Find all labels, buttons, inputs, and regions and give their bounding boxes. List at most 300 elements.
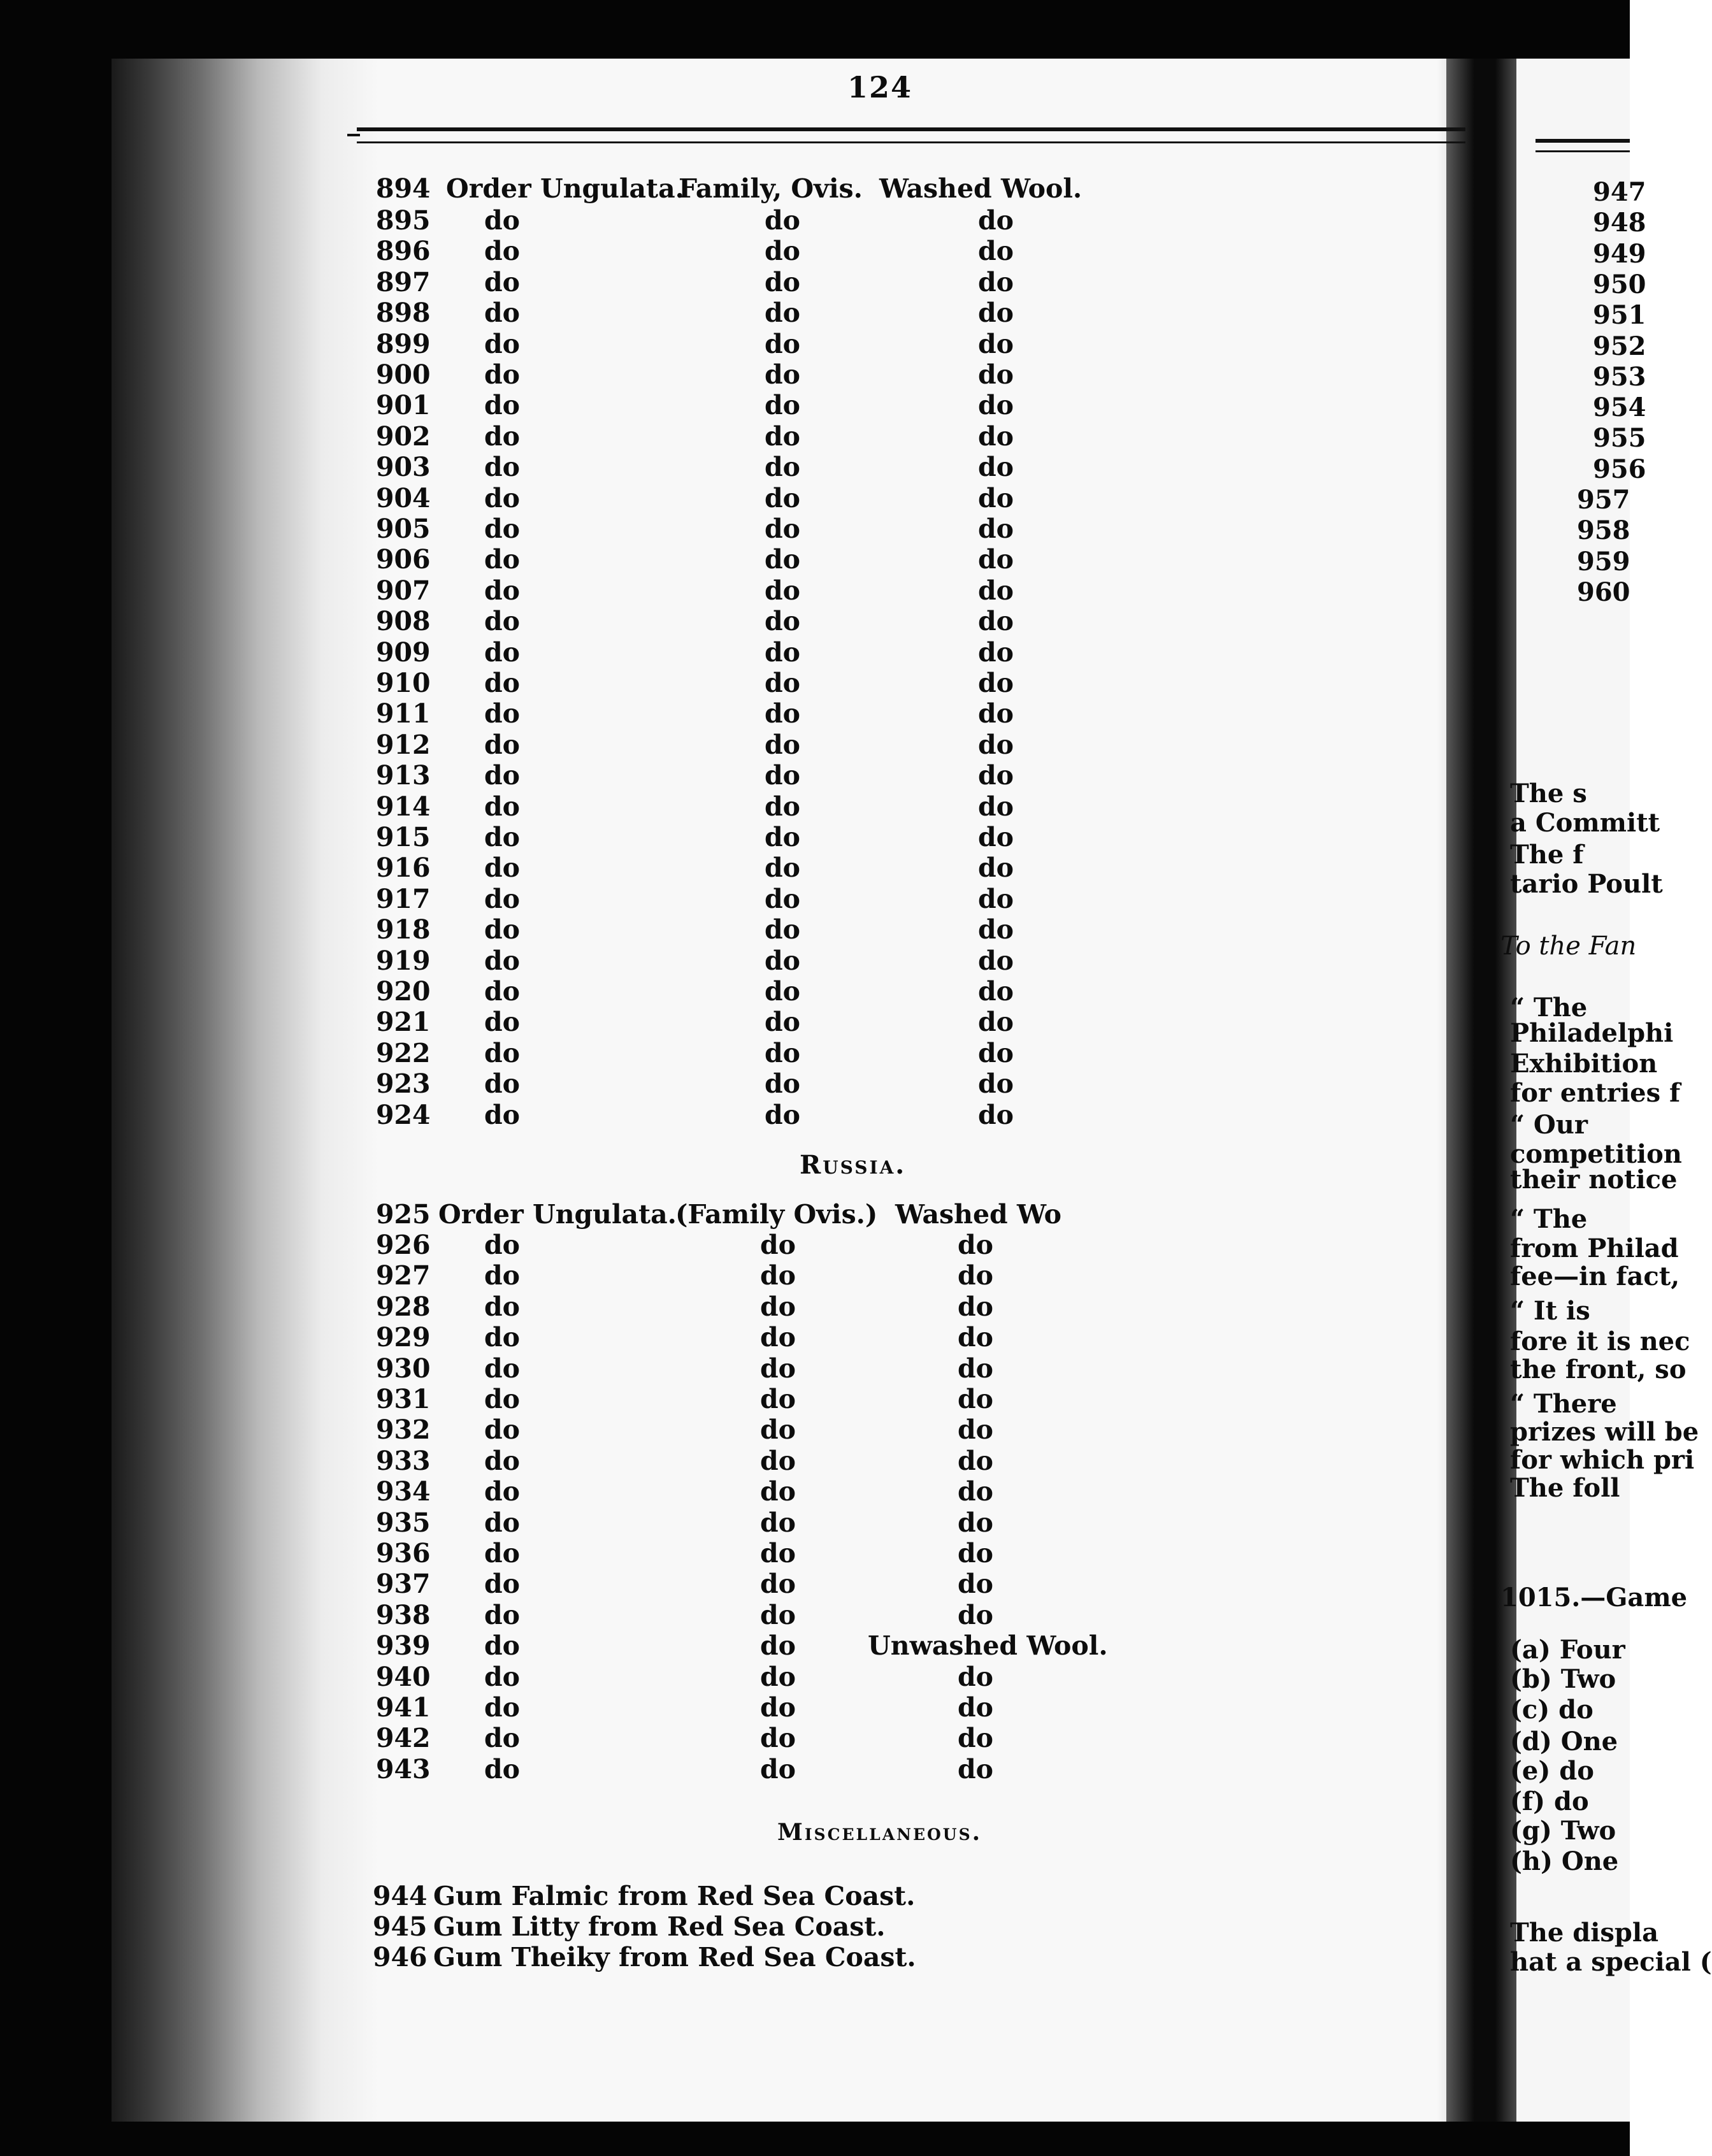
entry-family: (Family Ovis.) bbox=[675, 1199, 878, 1230]
ditto-mark: do bbox=[484, 914, 521, 945]
ditto-mark: do bbox=[765, 390, 801, 421]
ditto-mark: do bbox=[484, 1569, 521, 1600]
ditto-mark: do bbox=[484, 1599, 521, 1630]
catalogue-row bbox=[0, 298, 1465, 329]
entry-wool-type: Washed Wo bbox=[895, 1199, 1062, 1230]
catalogue-row bbox=[0, 884, 1465, 916]
catalogue-row bbox=[0, 1414, 1465, 1446]
catalogue-row bbox=[0, 173, 1465, 205]
entry-number: 903 bbox=[376, 452, 431, 483]
right-text-line: (d) One bbox=[1510, 1727, 1618, 1757]
ditto-mark: do bbox=[484, 514, 521, 544]
right-entry-number: 956 bbox=[1593, 454, 1646, 484]
ditto-mark: do bbox=[958, 1476, 994, 1507]
ditto-mark: do bbox=[765, 359, 801, 390]
entry-number: 938 bbox=[376, 1599, 431, 1630]
ditto-mark: do bbox=[765, 205, 801, 236]
right-entry-number: 957 bbox=[1577, 485, 1630, 515]
ditto-mark: do bbox=[958, 1723, 994, 1754]
entry-description: Gum Litty from Red Sea Coast. bbox=[433, 1911, 886, 1942]
right-text-line: fore it is nec bbox=[1510, 1326, 1690, 1356]
entry-number: 946 bbox=[373, 1942, 428, 1973]
section-heading-russia: Russia. bbox=[800, 1150, 907, 1180]
catalogue-row bbox=[0, 1723, 1465, 1755]
ditto-mark: do bbox=[958, 1692, 994, 1723]
catalogue-row bbox=[0, 483, 1465, 515]
catalogue-row bbox=[0, 1322, 1465, 1354]
page-number: 124 bbox=[847, 70, 913, 104]
catalogue-row bbox=[0, 205, 1465, 237]
ditto-mark: do bbox=[765, 852, 801, 884]
entry-number: 897 bbox=[376, 266, 431, 298]
right-text-line: tario Poult bbox=[1510, 869, 1663, 899]
ditto-mark: do bbox=[484, 852, 521, 884]
right-text-line: for which pri bbox=[1510, 1445, 1695, 1475]
catalogue-row bbox=[0, 1353, 1465, 1385]
entry-number: 926 bbox=[376, 1230, 431, 1260]
miscellaneous-item bbox=[373, 1881, 915, 1911]
ditto-mark: do bbox=[484, 1692, 521, 1723]
right-entry-number: 950 bbox=[1593, 269, 1646, 299]
ditto-mark: do bbox=[958, 1260, 994, 1291]
ditto-mark: do bbox=[484, 452, 521, 483]
ditto-mark: do bbox=[978, 636, 1014, 668]
right-text-line: The foll bbox=[1510, 1473, 1620, 1503]
right-entry-number: 960 bbox=[1577, 577, 1630, 607]
catalogue-row bbox=[0, 1230, 1465, 1261]
ditto-mark: do bbox=[978, 914, 1014, 945]
entry-number: 901 bbox=[376, 390, 431, 421]
right-entry-number: 949 bbox=[1593, 238, 1646, 269]
ditto-mark: do bbox=[484, 328, 521, 359]
ditto-mark: do bbox=[484, 205, 521, 236]
entry-number: 904 bbox=[376, 482, 431, 514]
entry-order: Order Ungulata. bbox=[438, 1199, 677, 1230]
ditto-mark: do bbox=[958, 1384, 994, 1414]
catalogue-row bbox=[0, 1692, 1465, 1724]
catalogue-row bbox=[0, 1291, 1465, 1323]
catalogue-row bbox=[0, 729, 1465, 761]
ditto-mark: do bbox=[484, 822, 521, 852]
right-text-line: To the Fan bbox=[1500, 931, 1637, 961]
right-text-line: “ The bbox=[1510, 993, 1588, 1023]
catalogue-row bbox=[0, 1662, 1465, 1693]
entry-number: 945 bbox=[373, 1911, 428, 1942]
right-text-line: for entries f bbox=[1510, 1078, 1681, 1108]
right-text-line: their notice bbox=[1510, 1165, 1678, 1195]
right-text-line: (e) do bbox=[1510, 1756, 1594, 1786]
entry-number: 908 bbox=[376, 606, 431, 637]
ditto-mark: do bbox=[978, 698, 1014, 729]
ditto-mark: do bbox=[765, 822, 801, 852]
entry-description: Gum Theiky from Red Sea Coast. bbox=[433, 1942, 916, 1973]
right-entry-number: 952 bbox=[1593, 331, 1646, 361]
right-entry-number: 958 bbox=[1577, 515, 1630, 546]
entry-number: 898 bbox=[376, 298, 431, 329]
ditto-mark: do bbox=[484, 298, 521, 329]
catalogue-row bbox=[0, 1754, 1465, 1786]
entry-number: 902 bbox=[376, 420, 431, 452]
ditto-mark: do bbox=[484, 390, 521, 421]
ditto-mark: do bbox=[958, 1599, 994, 1630]
catalogue-row bbox=[0, 1507, 1465, 1539]
ditto-mark: do bbox=[484, 1445, 521, 1476]
ditto-mark: do bbox=[484, 1538, 521, 1569]
right-text-line: “ There bbox=[1510, 1389, 1617, 1419]
right-text-line: from Philad bbox=[1510, 1233, 1679, 1263]
catalogue-row bbox=[0, 236, 1465, 268]
ditto-mark: do bbox=[978, 390, 1014, 421]
ditto-mark: do bbox=[765, 514, 801, 544]
entry-number: 911 bbox=[376, 698, 431, 729]
ditto-mark: do bbox=[765, 452, 801, 483]
ditto-mark: do bbox=[484, 1630, 521, 1662]
entry-number: 930 bbox=[376, 1353, 431, 1384]
entry-wool-type: Unwashed Wool. bbox=[868, 1630, 1108, 1662]
ditto-mark: do bbox=[765, 668, 801, 698]
entry-family: Family, Ovis. bbox=[679, 173, 863, 204]
ditto-mark: do bbox=[978, 544, 1014, 575]
right-text-line: (c) do bbox=[1510, 1695, 1593, 1725]
entry-order: Order Ungulata. bbox=[446, 173, 684, 204]
ditto-mark: do bbox=[978, 266, 1014, 298]
ditto-mark: do bbox=[484, 1353, 521, 1384]
catalogue-row bbox=[0, 452, 1465, 484]
ditto-mark: do bbox=[484, 236, 521, 267]
catalogue-row bbox=[0, 791, 1465, 823]
ditto-mark: do bbox=[484, 1322, 521, 1353]
entry-number: 928 bbox=[376, 1291, 431, 1322]
ditto-mark: do bbox=[765, 420, 801, 452]
ditto-mark: do bbox=[958, 1414, 994, 1446]
ditto-mark: do bbox=[958, 1538, 994, 1569]
ditto-mark: do bbox=[484, 791, 521, 822]
entry-number: 924 bbox=[376, 1099, 431, 1130]
ditto-mark: do bbox=[958, 1353, 994, 1384]
ditto-mark: do bbox=[484, 1260, 521, 1291]
ditto-mark: do bbox=[978, 791, 1014, 822]
catalogue-row bbox=[0, 945, 1465, 977]
ditto-mark: do bbox=[484, 1507, 521, 1538]
catalogue-row bbox=[0, 1068, 1465, 1100]
ditto-mark: do bbox=[760, 1753, 796, 1785]
entry-number: 943 bbox=[376, 1753, 431, 1785]
right-text-line: (f) do bbox=[1510, 1786, 1589, 1816]
catalogue-row bbox=[0, 329, 1465, 361]
ditto-mark: do bbox=[978, 236, 1014, 267]
ditto-mark: do bbox=[978, 822, 1014, 852]
entry-number: 909 bbox=[376, 636, 431, 668]
catalogue-row bbox=[0, 976, 1465, 1008]
right-text-line: The displa bbox=[1510, 1918, 1658, 1948]
entry-number: 912 bbox=[376, 729, 431, 760]
ditto-mark: do bbox=[978, 760, 1014, 791]
miscellaneous-item bbox=[373, 1911, 886, 1942]
entry-number: 934 bbox=[376, 1476, 431, 1507]
catalogue-row bbox=[0, 390, 1465, 422]
entry-number: 916 bbox=[376, 852, 431, 884]
ditto-mark: do bbox=[760, 1538, 796, 1569]
ditto-mark: do bbox=[760, 1569, 796, 1600]
right-text-line: (b) Two bbox=[1510, 1664, 1616, 1694]
entry-number: 896 bbox=[376, 236, 431, 267]
right-entry-number: 959 bbox=[1577, 546, 1630, 577]
right-entry-number: 947 bbox=[1593, 177, 1646, 207]
header-rule-thick bbox=[357, 127, 1465, 131]
ditto-mark: do bbox=[484, 1723, 521, 1754]
right-text-line: (g) Two bbox=[1510, 1816, 1616, 1846]
entry-number: 923 bbox=[376, 1068, 431, 1100]
ditto-mark: do bbox=[484, 1414, 521, 1446]
ditto-mark: do bbox=[484, 976, 521, 1007]
entry-number: 940 bbox=[376, 1661, 431, 1692]
ditto-mark: do bbox=[765, 698, 801, 729]
ditto-mark: do bbox=[484, 1384, 521, 1414]
right-text-line: The f bbox=[1510, 840, 1584, 870]
entry-number: 906 bbox=[376, 544, 431, 575]
catalogue-row bbox=[0, 359, 1465, 391]
entry-number: 932 bbox=[376, 1414, 431, 1446]
entry-number: 913 bbox=[376, 760, 431, 791]
ditto-mark: do bbox=[484, 1037, 521, 1068]
ditto-mark: do bbox=[978, 606, 1014, 637]
catalogue-row bbox=[0, 1199, 1465, 1231]
catalogue-row bbox=[0, 637, 1465, 669]
entry-number: 917 bbox=[376, 883, 431, 914]
catalogue-row bbox=[0, 822, 1465, 854]
catalogue-row bbox=[0, 698, 1465, 730]
ditto-mark: do bbox=[760, 1476, 796, 1507]
catalogue-row bbox=[0, 1630, 1465, 1662]
entry-number: 931 bbox=[376, 1384, 431, 1414]
right-text-line: a Committ bbox=[1510, 808, 1660, 838]
ditto-mark: do bbox=[978, 1007, 1014, 1038]
ditto-mark: do bbox=[484, 359, 521, 390]
entry-number: 942 bbox=[376, 1723, 431, 1754]
ditto-mark: do bbox=[484, 544, 521, 575]
right-text-line: (h) One bbox=[1510, 1846, 1619, 1876]
catalogue-row bbox=[0, 1600, 1465, 1632]
right-text-line: (a) Four bbox=[1510, 1635, 1625, 1665]
ditto-mark: do bbox=[765, 236, 801, 267]
ditto-mark: do bbox=[484, 1007, 521, 1038]
ditto-mark: do bbox=[978, 976, 1014, 1007]
entry-number: 914 bbox=[376, 791, 431, 822]
right-text-line: 1015.—Game bbox=[1500, 1583, 1688, 1613]
scan-border-top bbox=[0, 0, 1630, 59]
ditto-mark: do bbox=[765, 1037, 801, 1068]
ditto-mark: do bbox=[765, 606, 801, 637]
catalogue-row bbox=[0, 1260, 1465, 1292]
ditto-mark: do bbox=[484, 1291, 521, 1322]
entry-number: 918 bbox=[376, 914, 431, 945]
catalogue-row bbox=[0, 1038, 1465, 1070]
header-rule-thin bbox=[357, 141, 1465, 143]
catalogue-row bbox=[0, 1476, 1465, 1508]
catalogue-row bbox=[0, 914, 1465, 946]
ditto-mark: do bbox=[958, 1322, 994, 1353]
entry-number: 944 bbox=[373, 1881, 428, 1911]
catalogue-row bbox=[0, 575, 1465, 607]
entry-number: 922 bbox=[376, 1037, 431, 1068]
ditto-mark: do bbox=[978, 852, 1014, 884]
ditto-mark: do bbox=[978, 482, 1014, 514]
ditto-mark: do bbox=[958, 1230, 994, 1260]
entry-number: 921 bbox=[376, 1007, 431, 1038]
ditto-mark: do bbox=[958, 1569, 994, 1600]
ditto-mark: do bbox=[484, 760, 521, 791]
ditto-mark: do bbox=[484, 575, 521, 606]
ditto-mark: do bbox=[958, 1291, 994, 1322]
miscellaneous-item bbox=[373, 1942, 916, 1973]
ditto-mark: do bbox=[484, 1230, 521, 1260]
ditto-mark: do bbox=[760, 1353, 796, 1384]
entry-number: 905 bbox=[376, 514, 431, 544]
right-entry-number: 953 bbox=[1593, 361, 1646, 392]
entry-number: 925 bbox=[376, 1199, 431, 1230]
right-entry-number: 948 bbox=[1593, 208, 1646, 238]
scan-border-bottom bbox=[0, 2122, 1630, 2156]
ditto-mark: do bbox=[484, 420, 521, 452]
ditto-mark: do bbox=[765, 760, 801, 791]
catalogue-row bbox=[0, 1446, 1465, 1477]
ditto-mark: do bbox=[958, 1661, 994, 1692]
ditto-mark: do bbox=[958, 1507, 994, 1538]
ditto-mark: do bbox=[484, 1099, 521, 1130]
entry-number: 907 bbox=[376, 575, 431, 606]
ditto-mark: do bbox=[978, 883, 1014, 914]
ditto-mark: do bbox=[978, 668, 1014, 698]
ditto-mark: do bbox=[484, 883, 521, 914]
catalogue-row bbox=[0, 668, 1465, 700]
ditto-mark: do bbox=[760, 1414, 796, 1446]
catalogue-row bbox=[0, 1538, 1465, 1570]
ditto-mark: do bbox=[760, 1230, 796, 1260]
ditto-mark: do bbox=[760, 1260, 796, 1291]
ditto-mark: do bbox=[978, 205, 1014, 236]
right-header-rule-thick bbox=[1536, 139, 1630, 143]
right-text-line: “ It is bbox=[1510, 1296, 1590, 1326]
ditto-mark: do bbox=[765, 729, 801, 760]
entry-number: 910 bbox=[376, 668, 431, 698]
right-header-rule-thin bbox=[1536, 150, 1630, 152]
ditto-mark: do bbox=[760, 1692, 796, 1723]
right-text-line: “ Our bbox=[1510, 1110, 1588, 1140]
right-entry-number: 951 bbox=[1593, 300, 1646, 331]
entry-number: 929 bbox=[376, 1322, 431, 1353]
ditto-mark: do bbox=[760, 1661, 796, 1692]
catalogue-row bbox=[0, 514, 1465, 545]
ditto-mark: do bbox=[765, 328, 801, 359]
ditto-mark: do bbox=[760, 1599, 796, 1630]
entry-number: 900 bbox=[376, 359, 431, 390]
entry-number: 935 bbox=[376, 1507, 431, 1538]
ditto-mark: do bbox=[765, 636, 801, 668]
entry-number: 920 bbox=[376, 976, 431, 1007]
ditto-mark: do bbox=[760, 1445, 796, 1476]
ditto-mark: do bbox=[760, 1630, 796, 1662]
ditto-mark: do bbox=[765, 298, 801, 329]
ditto-mark: do bbox=[978, 1068, 1014, 1100]
catalogue-row bbox=[0, 1100, 1465, 1132]
ditto-mark: do bbox=[484, 636, 521, 668]
ditto-mark: do bbox=[978, 514, 1014, 544]
ditto-mark: do bbox=[978, 328, 1014, 359]
ditto-mark: do bbox=[760, 1322, 796, 1353]
ditto-mark: do bbox=[484, 698, 521, 729]
ditto-mark: do bbox=[484, 1661, 521, 1692]
ditto-mark: do bbox=[484, 1068, 521, 1100]
catalogue-row bbox=[0, 1007, 1465, 1038]
right-text-line: hat a special ( bbox=[1510, 1947, 1712, 1977]
entry-number: 936 bbox=[376, 1538, 431, 1569]
ditto-mark: do bbox=[484, 482, 521, 514]
ditto-mark: do bbox=[765, 914, 801, 945]
right-entry-number: 955 bbox=[1593, 423, 1646, 454]
catalogue-row bbox=[0, 852, 1465, 884]
entry-wool-type: Washed Wool. bbox=[879, 173, 1083, 204]
ditto-mark: do bbox=[765, 266, 801, 298]
ditto-mark: do bbox=[978, 729, 1014, 760]
ditto-mark: do bbox=[978, 359, 1014, 390]
ditto-mark: do bbox=[484, 729, 521, 760]
ditto-mark: do bbox=[978, 945, 1014, 976]
catalogue-row bbox=[0, 606, 1465, 638]
ditto-mark: do bbox=[958, 1445, 994, 1476]
right-text-line: the front, so bbox=[1510, 1355, 1687, 1384]
ditto-mark: do bbox=[765, 945, 801, 976]
ditto-mark: do bbox=[484, 266, 521, 298]
ditto-mark: do bbox=[978, 1099, 1014, 1130]
ditto-mark: do bbox=[765, 482, 801, 514]
ditto-mark: do bbox=[760, 1291, 796, 1322]
entry-number: 933 bbox=[376, 1445, 431, 1476]
catalogue-row bbox=[0, 544, 1465, 576]
ditto-mark: do bbox=[978, 420, 1014, 452]
ditto-mark: do bbox=[760, 1384, 796, 1414]
entry-number: 939 bbox=[376, 1630, 431, 1662]
entry-number: 895 bbox=[376, 205, 431, 236]
ditto-mark: do bbox=[484, 1476, 521, 1507]
entry-number: 941 bbox=[376, 1692, 431, 1723]
ditto-mark: do bbox=[765, 883, 801, 914]
ditto-mark: do bbox=[765, 1068, 801, 1100]
catalogue-row bbox=[0, 760, 1465, 792]
catalogue-row bbox=[0, 421, 1465, 453]
header-rule-stub bbox=[347, 134, 360, 136]
ditto-mark: do bbox=[484, 945, 521, 976]
ditto-mark: do bbox=[978, 1037, 1014, 1068]
catalogue-row bbox=[0, 267, 1465, 299]
ditto-mark: do bbox=[958, 1753, 994, 1785]
ditto-mark: do bbox=[978, 575, 1014, 606]
entry-number: 919 bbox=[376, 945, 431, 976]
ditto-mark: do bbox=[484, 668, 521, 698]
ditto-mark: do bbox=[978, 452, 1014, 483]
ditto-mark: do bbox=[765, 575, 801, 606]
ditto-mark: do bbox=[765, 544, 801, 575]
right-text-line: Philadelphi bbox=[1510, 1018, 1674, 1048]
entry-number: 927 bbox=[376, 1260, 431, 1291]
entry-number: 915 bbox=[376, 822, 431, 852]
ditto-mark: do bbox=[765, 1007, 801, 1038]
ditto-mark: do bbox=[765, 976, 801, 1007]
section-heading-miscellaneous: Miscellaneous. bbox=[777, 1819, 982, 1846]
right-text-line: fee—in fact, bbox=[1510, 1261, 1680, 1291]
right-text-line: Exhibition bbox=[1510, 1049, 1658, 1079]
entry-description: Gum Falmic from Red Sea Coast. bbox=[433, 1881, 916, 1911]
ditto-mark: do bbox=[484, 1753, 521, 1785]
